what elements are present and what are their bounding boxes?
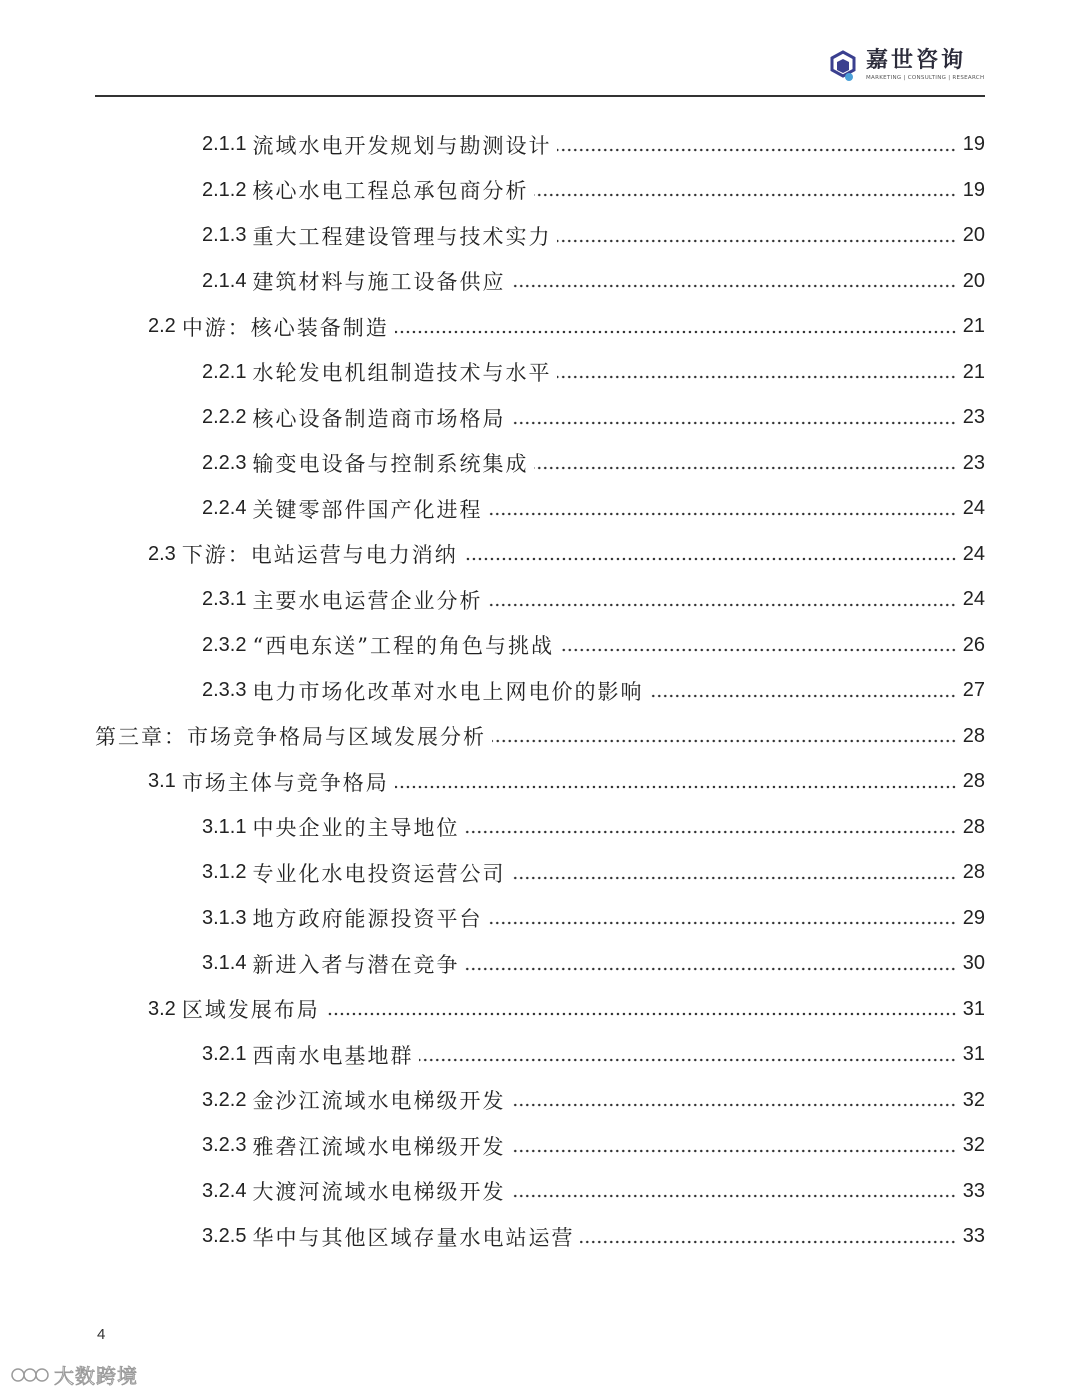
toc-entry-number: 3.2.2 xyxy=(202,1088,247,1111)
toc-entry-title: 电力市场化改革对水电上网电价的影响 xyxy=(252,679,644,704)
watermark xyxy=(10,1360,138,1389)
toc-entry[interactable] xyxy=(148,759,985,804)
toc-dot-leader xyxy=(560,648,957,652)
toc-entry-number: 2.1.1 xyxy=(202,133,247,155)
toc-entry[interactable] xyxy=(148,304,985,349)
toc-entry-number: 3.2.5 xyxy=(202,1225,247,1247)
brand-name: 嘉世咨询 xyxy=(866,48,967,73)
toc-entry[interactable] xyxy=(202,1078,985,1123)
toc-dot-leader xyxy=(464,557,957,561)
toc-entry-number: 3.1.4 xyxy=(202,952,247,974)
toc-entry-title: 第三章：市场竞争格局与区域发展分析 xyxy=(95,725,486,749)
toc-entry-number: 3.1.3 xyxy=(202,906,247,929)
toc-entry-number: 3.1.2 xyxy=(202,861,247,883)
toc-entry-number: 3.2.3 xyxy=(202,1134,247,1156)
toc-entry[interactable] xyxy=(202,941,985,986)
toc-entry-title: 市场主体与竞争格局 xyxy=(181,770,389,795)
toc-entry-title: 核心水电工程总承包商分析 xyxy=(252,179,529,203)
toc-entry-number: 2.2.2 xyxy=(202,406,247,428)
toc-entry-number: 2.2.3 xyxy=(202,451,247,474)
toc-entry-page: 23 xyxy=(962,451,985,474)
toc-entry-number: 2.1.2 xyxy=(202,178,247,201)
toc-entry[interactable] xyxy=(202,350,985,395)
toc-entry-title: 输变电设备与控制系统集成 xyxy=(252,452,529,476)
toc-entry[interactable] xyxy=(202,1032,985,1077)
toc-entry-page: 21 xyxy=(962,315,985,337)
toc-entry-title: 雅砻江流域水电梯级开发 xyxy=(252,1134,506,1159)
toc-entry-page: 32 xyxy=(962,1134,985,1156)
toc-dot-leader xyxy=(492,739,957,743)
toc-dot-leader xyxy=(488,921,956,925)
toc-dot-leader xyxy=(511,1194,956,1198)
toc-entry-page: 20 xyxy=(962,269,985,292)
toc-entry[interactable] xyxy=(202,805,985,850)
toc-entry[interactable] xyxy=(202,577,985,622)
toc-entry[interactable] xyxy=(202,486,985,531)
toc-entry[interactable] xyxy=(148,532,985,577)
toc-entry-title: 地方政府能源投资平台 xyxy=(252,907,483,931)
toc-entry-page: 19 xyxy=(962,133,985,155)
toc-entry-page: 24 xyxy=(962,588,985,610)
toc-entry-number: 3.2.4 xyxy=(202,1179,247,1202)
toc-entry-title: 下游：电站运营与电力消纳 xyxy=(181,543,458,567)
toc-entry-title: 流域水电开发规划与勘测设计 xyxy=(252,133,552,158)
header-divider xyxy=(95,95,985,97)
toc-dot-leader xyxy=(465,830,956,834)
toc-dot-leader xyxy=(649,694,956,698)
toc-dot-leader xyxy=(534,466,956,470)
toc-entry-number: 2.2.4 xyxy=(202,497,247,519)
toc-dot-leader xyxy=(488,512,956,516)
toc-entry[interactable] xyxy=(202,168,985,213)
toc-entry-page: 28 xyxy=(962,770,985,792)
toc-dot-leader xyxy=(511,1149,956,1153)
toc-entry-title: 大渡河流域水电梯级开发 xyxy=(252,1180,506,1204)
toc-entry[interactable] xyxy=(202,1214,985,1259)
toc-entry-page: 30 xyxy=(962,952,985,974)
watermark-logo-icon xyxy=(10,1363,50,1387)
toc-entry-page: 21 xyxy=(962,360,985,383)
toc-entry-title: 关键零部件国产化进程 xyxy=(252,497,483,522)
toc-dot-leader xyxy=(511,421,956,425)
toc-entry-title: 专业化水电投资运营公司 xyxy=(252,861,506,886)
toc-entry-page: 29 xyxy=(962,906,985,929)
brand-logo-icon xyxy=(828,50,858,84)
toc-entry-page: 32 xyxy=(962,1088,985,1111)
toc-dot-leader xyxy=(395,785,957,789)
toc-entry[interactable] xyxy=(202,668,985,713)
toc-entry-page: 23 xyxy=(962,406,985,428)
toc-entry-number: 2.1.4 xyxy=(202,269,247,292)
brand-tagline: MARKETING | CONSULTING | RESEARCH xyxy=(866,75,985,81)
toc-entry-title: 金沙江流域水电梯级开发 xyxy=(252,1089,506,1113)
toc-entry[interactable] xyxy=(202,122,985,167)
toc-entry[interactable] xyxy=(202,623,985,668)
toc-entry-title: 水轮发电机组制造技术与水平 xyxy=(252,361,552,385)
toc-dot-leader xyxy=(557,375,956,379)
toc-entry-title: 主要水电运营企业分析 xyxy=(252,588,483,613)
toc-entry-page: 33 xyxy=(962,1225,985,1247)
toc-entry[interactable] xyxy=(202,441,985,486)
toc-entry-page: 33 xyxy=(962,1179,985,1202)
toc-dot-leader xyxy=(465,967,956,971)
toc-entry-title: 华中与其他区域存量水电站运营 xyxy=(252,1225,575,1250)
toc-entry-page: 26 xyxy=(962,633,985,656)
toc-dot-leader xyxy=(557,148,956,152)
page-number: 4 xyxy=(97,1326,106,1343)
toc-entry[interactable] xyxy=(202,213,985,258)
toc-entry-number: 3.2.1 xyxy=(202,1043,247,1065)
toc-entry-number: 2.3.3 xyxy=(202,679,247,701)
toc-dot-leader xyxy=(395,330,957,334)
toc-entry-page: 31 xyxy=(962,1043,985,1065)
toc-dot-leader xyxy=(557,239,956,243)
toc-dot-leader xyxy=(488,603,956,607)
toc-entry-number: 2.3.1 xyxy=(202,588,247,610)
toc-entry[interactable] xyxy=(202,259,985,304)
toc-entry[interactable] xyxy=(202,395,985,440)
watermark-text: 大数跨境 xyxy=(54,1364,138,1388)
toc-entry-page: 28 xyxy=(962,724,985,747)
page-header xyxy=(0,0,1080,98)
toc-entry-title: 中游：核心装备制造 xyxy=(181,315,389,340)
toc-entry-title: 中央企业的主导地位 xyxy=(252,816,460,840)
toc-entry[interactable] xyxy=(148,987,985,1032)
toc-entry-number: 3.1 xyxy=(148,770,176,792)
toc-entry[interactable] xyxy=(202,850,985,895)
toc-dot-leader xyxy=(419,1058,956,1062)
toc-entry-title: 核心设备制造商市场格局 xyxy=(252,406,506,431)
toc-entry-title: 西南水电基地群 xyxy=(252,1043,414,1068)
toc-entry-page: 24 xyxy=(962,497,985,519)
brand-logo xyxy=(828,48,984,84)
toc-entry-number: 2.3.2 xyxy=(202,633,247,656)
toc-entry-number: 3.1.1 xyxy=(202,815,247,838)
toc-entry-number: 2.3 xyxy=(148,542,176,565)
toc-dot-leader xyxy=(511,876,956,880)
toc-dot-leader xyxy=(511,1103,956,1107)
toc-entry-title: 区域发展布局 xyxy=(181,998,320,1022)
toc-entry[interactable] xyxy=(202,896,985,941)
toc-entry[interactable] xyxy=(202,1123,985,1168)
toc-entry-number: 2.2.1 xyxy=(202,360,247,383)
toc-entry-number: 2.2 xyxy=(148,315,176,337)
toc-entry[interactable] xyxy=(202,1169,985,1214)
toc-dot-leader xyxy=(580,1240,956,1244)
toc-dot-leader xyxy=(534,193,956,197)
toc-entry-page: 31 xyxy=(962,997,985,1020)
toc-entry-page: 28 xyxy=(962,861,985,883)
toc-dot-leader xyxy=(326,1012,957,1016)
toc-entry-page: 19 xyxy=(962,178,985,201)
toc-entry-page: 27 xyxy=(962,679,985,701)
toc-entry-page: 28 xyxy=(962,815,985,838)
toc-entry-number: 3.2 xyxy=(148,997,176,1020)
toc-entry-title: 重大工程建设管理与技术实力 xyxy=(252,224,552,249)
toc-entry-title: 建筑材料与施工设备供应 xyxy=(252,270,506,294)
toc-entry-page: 20 xyxy=(962,224,985,246)
toc-entry-title: 新进入者与潜在竞争 xyxy=(252,952,460,977)
toc-entry-title: “西电东送”工程的角色与挑战 xyxy=(252,634,554,658)
toc-entry-page: 24 xyxy=(962,542,985,565)
toc-dot-leader xyxy=(511,284,956,288)
toc-entry[interactable] xyxy=(95,714,985,759)
toc-entry-number: 2.1.3 xyxy=(202,224,247,246)
